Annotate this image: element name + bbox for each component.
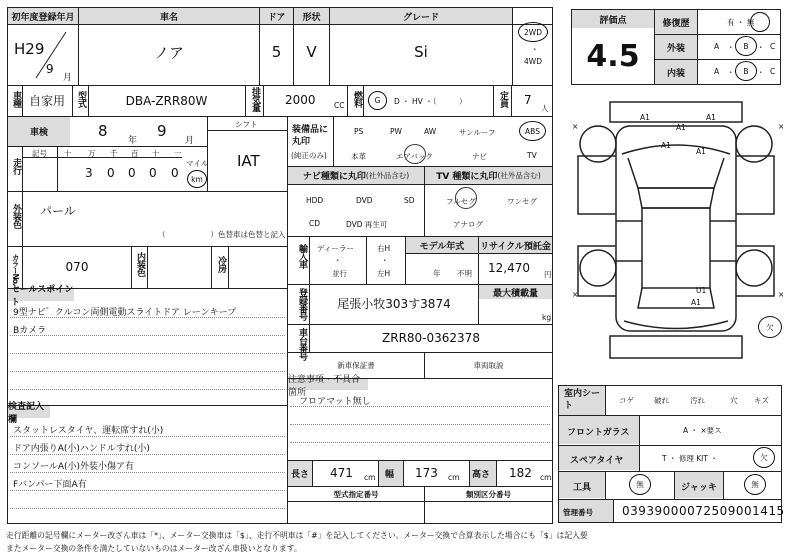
fuel-label: 燃料 — [352, 91, 362, 107]
inspector-line-3: Fバンパー下面A有 — [13, 480, 87, 490]
glass-label: フロントガラス — [567, 428, 630, 438]
width-unit: cm — [448, 473, 460, 482]
navi-hdd: HDD — [306, 196, 324, 205]
grade-label: グレード — [402, 12, 439, 23]
repair-header — [655, 10, 697, 34]
score-label: 評価点 — [599, 15, 627, 26]
width-value: 173 — [415, 466, 438, 480]
score-value: 4.5 — [586, 38, 640, 74]
x-mark-4: × — [778, 290, 785, 299]
x-mark-2: × — [778, 122, 785, 131]
mark-rear-u1: U1 — [696, 286, 707, 295]
sales-points-header — [8, 285, 74, 308]
shift-value: IAT — [237, 152, 260, 170]
fuel-g-text: G — [374, 96, 381, 105]
repair-none-circle — [750, 12, 770, 32]
spare-label: スペアタイヤ — [570, 456, 624, 466]
equip-ps: PS — [354, 127, 364, 136]
navi-dvd: DVD — [356, 196, 373, 205]
navi-label: ナビ種類に丸印 — [302, 172, 366, 182]
spare-missing-circled — [753, 447, 775, 468]
equip-abs: ABS — [525, 126, 540, 136]
mileage-label: 走行 — [11, 158, 21, 174]
exterior-grade-a: A — [714, 42, 720, 51]
type-designation-label: 型式指定番号 — [333, 489, 379, 499]
glass-value: A ・ ×要ス — [683, 426, 722, 435]
seat-item-tear: 破れ — [654, 396, 669, 405]
inspector-header — [8, 402, 50, 425]
equip-leather: 本革 — [351, 152, 366, 161]
model-label: 型式 — [76, 91, 86, 107]
car-name-header — [79, 8, 259, 24]
exterior-label: 外装 — [666, 43, 685, 54]
mileage-mark-label: 記号 — [32, 149, 47, 158]
interior-grade-a: A — [714, 67, 720, 76]
interior-grade-b: B — [743, 66, 749, 76]
inspection-year-unit: 年 — [128, 136, 138, 146]
fridge-label: 冷房 — [216, 256, 226, 272]
capacity-value: 7 — [524, 93, 532, 107]
mileage-unit-km: km — [191, 174, 203, 184]
interior-dot-1: ・ — [727, 68, 735, 77]
sales-point-line-0: 9型ナビ゛クルコン両側電動スライトドア レーンキープ — [13, 308, 237, 318]
model-year-unit: 年 — [433, 269, 441, 278]
tools-label: 工具 — [573, 483, 592, 493]
length-label: 長さ — [291, 470, 310, 480]
fuel-gasoline-circled — [368, 91, 387, 110]
inspection-year: 8 — [98, 122, 108, 140]
repair-value: 有 ・ 無 — [727, 18, 755, 27]
recycle-yen: 円 — [544, 270, 552, 279]
mark-front-a1-right: A1 — [706, 113, 716, 122]
exterior-grade-b: B — [743, 41, 749, 51]
inspector-line-2: コンソールA(小)外装小傷ア有 — [13, 462, 134, 472]
exterior-header — [655, 35, 697, 59]
jack-value: 無 — [751, 480, 759, 489]
seat-item-hole: 穴 — [730, 396, 738, 405]
max-load-label: 最大積載量 — [492, 288, 538, 299]
import-label: 輸入車 — [297, 244, 307, 268]
tv-header — [425, 167, 552, 184]
mark-front-a1-left: A1 — [640, 113, 650, 122]
height-unit: cm — [540, 473, 552, 482]
x-mark-3: × — [572, 290, 579, 299]
inspection-label: 車検 — [29, 128, 48, 138]
recycle-label: リサイクル預託金 — [480, 241, 551, 252]
navi-dvd-play: DVD 再生可 — [346, 220, 388, 229]
notes-header — [288, 374, 368, 398]
first-reg-month: 9 — [46, 62, 54, 76]
repair-label: 修復歴 — [662, 18, 690, 29]
tv-note: (社外品含む) — [497, 171, 541, 180]
sales-points-label: セールスポイント — [11, 285, 74, 308]
drive-4wd-text: 4WD — [524, 57, 542, 66]
new-car-warranty: 新車保証書 — [337, 361, 375, 370]
equip-airbag-circle — [404, 144, 426, 164]
equip-pw: PW — [390, 127, 402, 136]
first-reg-month-unit: 月 — [63, 73, 73, 83]
max-load-header — [479, 285, 552, 299]
color-code-value: 070 — [65, 260, 89, 274]
interior-dot-2: ・ — [757, 68, 765, 77]
mileage-place-3: 百 — [131, 149, 139, 158]
jack-none-circled — [744, 474, 766, 495]
tv-oneseg: ワンセグ — [507, 197, 537, 206]
max-load-unit: kg — [542, 313, 552, 322]
mark-missing-circled — [758, 316, 782, 338]
shape-label: 形状 — [302, 12, 321, 23]
mark-hood-a1: A1 — [676, 123, 686, 132]
exterior-grade-b-circled — [735, 36, 757, 56]
vin-label: 車台番号 — [297, 328, 307, 360]
mark-missing: 欠 — [766, 322, 774, 332]
door-value: 5 — [271, 43, 282, 61]
mileage-digit-3: 0 — [128, 166, 136, 180]
displacement-value: 2000 — [285, 93, 316, 107]
mileage-unit-km-circled — [187, 170, 207, 188]
inspection-month-unit: 月 — [185, 136, 195, 146]
equip-sunroof: サンルーフ — [459, 128, 496, 137]
tools-value: 無 — [636, 480, 644, 489]
shape-header — [294, 8, 329, 24]
width-label: 幅 — [385, 470, 395, 480]
mileage-digit-1: 3 — [85, 166, 93, 180]
navi-cd: CD — [309, 219, 321, 228]
registration-value: 尾張小牧303す3874 — [337, 296, 451, 311]
mgmt-value: 03939000072509001415 — [622, 504, 785, 518]
model-year-label: モデル年式 — [419, 241, 465, 252]
car-diagram — [558, 96, 794, 386]
car-name-label: 車名 — [159, 12, 178, 23]
jack-label: ジャッキ — [681, 483, 717, 493]
interior-color-label: 内装色 — [135, 252, 145, 276]
exterior-color-value: パール — [40, 204, 76, 218]
interior-grade-b-circled — [735, 61, 757, 81]
model-year-unknown: 不明 — [457, 269, 472, 278]
seat-item-scratch: キズ — [754, 396, 769, 405]
door-header — [260, 8, 293, 24]
mileage-place-5: 一 — [174, 149, 182, 158]
interior-label: 内装 — [666, 68, 685, 79]
equipment-sublabel: (純正のみ) — [291, 151, 327, 160]
length-value: 471 — [330, 466, 353, 480]
color-code-label: カラーNo. — [11, 254, 20, 285]
tv-fullseg: フルセグ — [446, 197, 476, 206]
repaint-note: （ ）色替車は色替と記入 — [158, 230, 286, 239]
mark-rear-a1: A1 — [691, 298, 701, 307]
footer-line-1: 走行距離の記号欄にメーター改ざん車は「*」、メーター交換車は「$」、走行不明車は「#」を記入してください。メーター交換で合算表示した場合にも「$」は記入要 — [6, 531, 588, 540]
tools-none-circled — [629, 474, 651, 495]
mileage-place-4: 十 — [152, 149, 160, 158]
capacity-label: 定員 — [498, 91, 508, 107]
equip-airbag: エアバック — [396, 152, 433, 161]
equip-navi: ナビ — [472, 152, 487, 161]
first-reg-label: 初年度登録年月 — [11, 12, 75, 23]
recycle-header — [479, 237, 552, 253]
navi-header — [288, 167, 424, 184]
notes-label: 注意事項・不具合箇所 — [288, 374, 361, 398]
car-name-value: ノア — [153, 43, 184, 62]
seat-label: 室内シート — [564, 389, 601, 411]
mileage-place-1: 万 — [88, 149, 96, 158]
footer-line-2: またメーター交換の条件を満たしていないものはメーター改ざん車扱いとなります。 — [6, 544, 302, 553]
spare-value: T ・ 修理 KIT ・ — [662, 454, 718, 463]
inspection-header — [8, 117, 70, 146]
exterior-dot-1: ・ — [727, 43, 735, 52]
spare-missing: 欠 — [760, 453, 768, 462]
inspector-label: 検査記入欄 — [8, 402, 45, 425]
equipment-label: 装備品に丸印 — [292, 125, 329, 147]
notes-line-0: フロアマット無し — [299, 397, 371, 407]
height-label: 高さ — [472, 470, 491, 480]
fuel-options: D ・ HV ・（ ） — [394, 97, 467, 106]
interior-grade-c: C — [770, 67, 776, 76]
mileage-digit-4: 0 — [149, 166, 157, 180]
height-value: 182 — [509, 466, 532, 480]
seat-item-burn: コゲ — [619, 396, 634, 405]
shape-value: V — [306, 43, 317, 61]
seat-item-dirt: 汚れ — [690, 396, 705, 405]
recycle-amount: 12,470 — [488, 261, 530, 275]
registration-label: 登録番号 — [297, 288, 307, 320]
inspector-line-1: ドア内張りA(小)ハンドルすれ(小) — [13, 444, 150, 454]
mileage-digit-2: 0 — [107, 166, 115, 180]
inspector-line-0: スタットレスタイヤ、運転席すれ(小) — [13, 426, 164, 436]
exterior-grade-c: C — [770, 42, 776, 51]
interior-header — [655, 60, 697, 84]
drive-dot: ・ — [531, 45, 539, 54]
import-dot-2: ・ — [381, 256, 389, 265]
import-right-h: 右H — [377, 244, 391, 253]
exterior-color-label: 外装色 — [11, 204, 21, 228]
model-value: DBA-ZRR80W — [125, 93, 208, 108]
equip-aw: AW — [424, 127, 437, 136]
class-number-label: 類別区分番号 — [466, 489, 511, 499]
import-left-h: 左H — [377, 269, 391, 278]
vin-value: ZRR80-0362378 — [382, 331, 480, 345]
drive-2wd-text: 2WD — [524, 27, 542, 37]
score-header — [572, 10, 654, 28]
displacement-unit: CC — [334, 101, 345, 110]
category-value: 自家用 — [28, 94, 65, 108]
navi-sd: SD — [404, 196, 415, 205]
navi-note: (社外品含む) — [365, 171, 410, 180]
first-reg-era-year: H29 — [14, 40, 45, 58]
equip-abs-circled — [519, 121, 546, 141]
model-year-header — [406, 237, 478, 253]
mileage-digit-5: 0 — [171, 166, 179, 180]
sales-point-line-1: Bカメラ — [13, 326, 47, 336]
mileage-unit-mile: マイル — [186, 159, 209, 168]
import-dot-1: ・ — [334, 256, 342, 265]
door-label: ドア — [267, 12, 286, 23]
tv-label: TV 種類に丸印 — [436, 172, 498, 182]
grade-value: Si — [414, 43, 428, 61]
drive-2wd-circled — [518, 22, 548, 42]
mgmt-label: 管理番号 — [563, 508, 593, 517]
displacement-label: 排気量 — [250, 87, 260, 111]
mileage-place-2: 千 — [110, 149, 118, 158]
import-dealer: ディーラー — [317, 244, 354, 253]
mileage-place-0: 十 — [64, 149, 72, 158]
category-label: 車種 — [11, 91, 21, 107]
tv-analog: アナログ — [453, 220, 483, 229]
capacity-unit: 人 — [541, 104, 549, 113]
length-unit: cm — [364, 473, 376, 482]
exterior-dot-2: ・ — [757, 43, 765, 52]
mark-roof-a1: A1 — [696, 147, 706, 156]
x-mark-1: × — [572, 122, 579, 131]
first-reg-header — [8, 8, 78, 24]
shift-label: シフト — [235, 120, 258, 129]
tv-fullseg-circle — [455, 187, 477, 209]
inspection-month: 9 — [157, 122, 167, 140]
equip-tv: TV — [527, 151, 537, 160]
vehicle-manual: 車両取説 — [473, 361, 504, 370]
grade-header — [330, 8, 512, 24]
import-parallel: 並行 — [332, 269, 347, 278]
mark-door-a1: A1 — [661, 141, 671, 150]
